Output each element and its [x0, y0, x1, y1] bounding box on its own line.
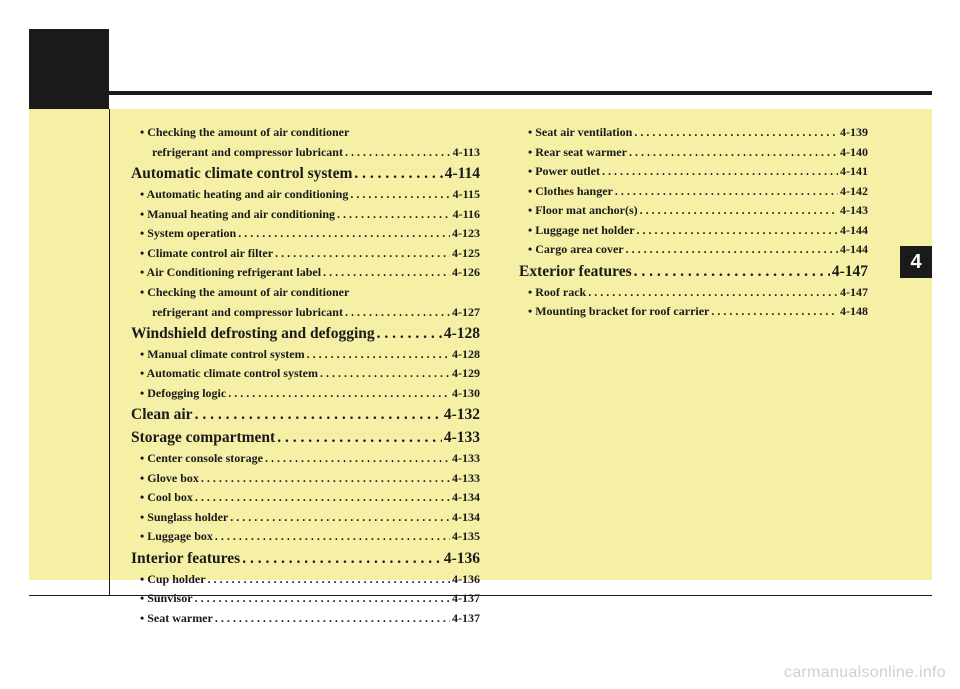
toc-page-number: 4-144 [840, 222, 868, 237]
toc-page-number: 4-139 [840, 125, 868, 139]
toc-subentry[interactable] [131, 185, 480, 205]
toc-section-entry[interactable] [519, 260, 868, 283]
dot-leader [195, 589, 450, 609]
toc-entry-label: • Rear seat warmer [528, 144, 627, 159]
toc-entry-label: • Luggage net holder [528, 222, 635, 237]
toc-page-number: 4-141 [840, 164, 868, 178]
dot-leader [337, 205, 451, 225]
toc-subentry[interactable] [131, 205, 480, 225]
toc-subentry-multiline[interactable] [131, 123, 480, 162]
toc-entry-label: Storage compartment [131, 429, 276, 446]
dot-leader [208, 570, 450, 590]
toc-page-number: 4-144 [840, 242, 868, 256]
dot-leader [345, 302, 450, 322]
toc-entry-label: • Checking the amount of air conditioner [140, 284, 350, 299]
toc-entry-continuation[interactable] [140, 302, 480, 322]
toc-entry-label: refrigerant and compressor lubricant [152, 304, 343, 319]
toc-section-entry[interactable] [131, 426, 480, 449]
toc-entry-label: • Luggage box [140, 529, 213, 543]
toc-subentry[interactable] [131, 570, 480, 590]
toc-section-entry[interactable] [131, 547, 480, 570]
toc-page-number: 4-134 [452, 490, 480, 504]
toc-section-entry[interactable] [131, 322, 480, 345]
toc-page-number: 4-114 [444, 165, 480, 182]
toc-subentry[interactable] [131, 488, 480, 508]
toc-entry-label: • Center console storage [140, 451, 263, 465]
toc-subentry[interactable] [519, 162, 868, 182]
toc-entry-label: • Automatic climate control system [140, 366, 318, 380]
toc-page-number: 4-126 [452, 265, 480, 279]
toc-entry-label: • System operation [140, 226, 237, 240]
dot-leader [307, 345, 450, 365]
dot-leader [588, 283, 838, 303]
toc-section-entry[interactable] [131, 162, 480, 185]
toc-page-number: 4-140 [840, 144, 868, 159]
dot-leader [354, 162, 442, 185]
toc-entry-label: • Floor mat anchor(s) [528, 203, 638, 217]
toc-subentry[interactable] [131, 224, 480, 244]
toc-subentry[interactable] [519, 221, 868, 241]
header-rule [109, 91, 932, 95]
toc-page-number: 4-132 [443, 406, 480, 423]
toc-entry-label: • Automatic heating and air conditioning [140, 187, 349, 201]
toc-page-number: 4-123 [452, 226, 480, 240]
dot-leader [201, 469, 450, 489]
dot-leader [629, 143, 838, 163]
dot-leader [711, 302, 838, 322]
toc-page-number: 4-116 [452, 206, 480, 221]
toc-entry-label: • Seat warmer [140, 610, 213, 625]
toc-page-number: 4-142 [840, 183, 868, 198]
toc-entry-label: • Cup holder [140, 571, 206, 586]
toc-subentry-multiline[interactable] [131, 283, 480, 322]
toc-page-number: 4-147 [831, 262, 868, 280]
toc-page-number: 4-115 [452, 187, 480, 201]
toc-subentry[interactable] [519, 143, 868, 163]
dot-leader [215, 527, 450, 547]
dot-leader [275, 244, 450, 264]
dot-leader [228, 384, 450, 404]
toc-entry-label: • Clothes hanger [528, 183, 613, 198]
toc-subentry[interactable] [519, 123, 868, 143]
toc-entry-label: • Sunvisor [140, 591, 193, 605]
toc-page-number: 4-136 [452, 571, 480, 586]
dot-leader [215, 609, 450, 629]
toc-subentry[interactable] [131, 469, 480, 489]
dot-leader [320, 364, 450, 384]
toc-page-number: 4-137 [452, 591, 480, 605]
toc-entry-label: • Power outlet [528, 164, 600, 178]
toc-subentry[interactable] [519, 283, 868, 303]
toc-right-column [519, 123, 868, 322]
toc-subentry[interactable] [131, 609, 480, 629]
toc-entry-label: Interior features [131, 549, 241, 567]
toc-subentry[interactable] [131, 244, 480, 264]
toc-entry-label: • Roof rack [528, 284, 587, 299]
toc-page-number: 4-128 [443, 324, 480, 342]
toc-entry-label: Exterior features [519, 262, 632, 280]
toc-entry-label: Windshield defrosting and defogging [131, 324, 375, 342]
dot-leader [634, 260, 830, 283]
toc-entry-label: refrigerant and compressor lubricant [152, 145, 343, 159]
toc-subentry[interactable] [131, 508, 480, 528]
dot-leader [377, 322, 442, 345]
toc-subentry[interactable] [131, 589, 480, 609]
toc-entry-label: • Sunglass holder [140, 509, 229, 524]
dot-leader [345, 142, 451, 162]
toc-left-column [131, 123, 480, 628]
chapter-tab[interactable]: 4 [900, 246, 932, 278]
toc-subentry[interactable] [131, 384, 480, 404]
toc-page-number: 4-133 [443, 429, 480, 446]
toc-page-number: 4-130 [452, 385, 480, 400]
toc-entry-label: • Air Conditioning refrigerant label [140, 265, 322, 279]
toc-page-number: 4-133 [452, 451, 480, 465]
toc-page-number: 4-113 [452, 145, 480, 159]
dot-leader [350, 185, 450, 205]
toc-page-number: 4-133 [452, 470, 480, 485]
toc-entry-label: • Manual heating and air conditioning [140, 206, 336, 221]
toc-entry-label: Clean air [131, 406, 193, 423]
watermark: carmanualsonline.info [784, 664, 946, 681]
dot-leader [277, 426, 442, 449]
dot-leader [195, 488, 450, 508]
toc-page-number: 4-135 [452, 529, 480, 543]
toc-subentry[interactable] [131, 527, 480, 547]
toc-entry-label: • Glove box [140, 470, 199, 485]
toc-entry-label: • Checking the amount of air conditioner [140, 125, 350, 139]
dot-leader [238, 224, 450, 244]
toc-subentry[interactable] [131, 345, 480, 365]
dot-leader [626, 240, 838, 260]
toc-page-number: 4-136 [443, 549, 480, 567]
toc-subentry[interactable] [519, 182, 868, 202]
dot-leader [615, 182, 838, 202]
dot-leader [265, 449, 450, 469]
dot-leader [640, 201, 838, 221]
dot-leader [634, 123, 838, 143]
dot-leader [637, 221, 838, 241]
toc-subentry[interactable] [519, 201, 868, 221]
toc-entry-continuation[interactable] [140, 142, 480, 162]
toc-entry-label: • Manual climate control system [140, 346, 305, 361]
toc-entry-label: • Climate control air filter [140, 245, 274, 260]
toc-page-number: 4-129 [452, 366, 480, 380]
toc-subentry[interactable] [519, 240, 868, 260]
toc-subentry[interactable] [131, 449, 480, 469]
toc-entry-label: • Cool box [140, 490, 193, 504]
toc-page-number: 4-148 [840, 304, 868, 318]
dot-leader [602, 162, 838, 182]
toc-page-number: 4-134 [452, 509, 480, 524]
toc-page-number: 4-147 [840, 284, 868, 299]
dot-leader [323, 263, 450, 283]
toc-page-number: 4-143 [840, 203, 868, 217]
chapter-corner-block [29, 29, 109, 109]
margin-rule [109, 109, 110, 596]
toc-entry-label: • Defogging logic [140, 385, 227, 400]
toc-subentry[interactable] [131, 263, 480, 283]
toc-page-number: 4-137 [452, 610, 480, 625]
toc-page-number: 4-127 [452, 304, 480, 319]
toc-entry-label: • Seat air ventilation [528, 125, 633, 139]
toc-subentry[interactable] [131, 364, 480, 384]
toc-entry-label: • Cargo area cover [528, 242, 624, 256]
toc-page-number: 4-125 [452, 245, 480, 260]
toc-entry-label: • Mounting bracket for roof carrier [528, 304, 710, 318]
toc-page-number: 4-128 [452, 346, 480, 361]
dot-leader [242, 547, 442, 570]
dot-leader [230, 508, 450, 528]
toc-section-entry[interactable] [131, 403, 480, 426]
toc-entry-label: Automatic climate control system [131, 165, 353, 182]
dot-leader [195, 403, 442, 426]
toc-subentry[interactable] [519, 302, 868, 322]
